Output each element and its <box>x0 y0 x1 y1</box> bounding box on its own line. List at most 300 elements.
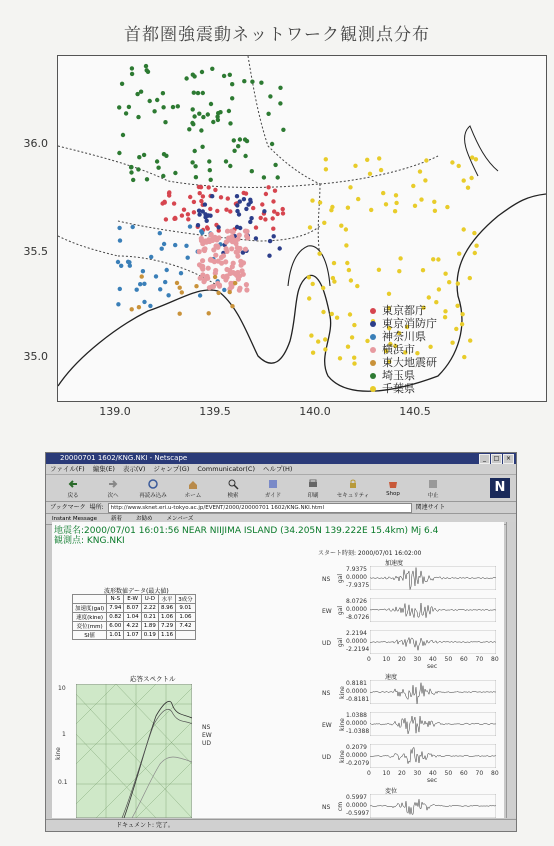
spectrum-y-tick: 1 <box>62 731 66 738</box>
guide-button[interactable] <box>256 475 290 501</box>
station-dot <box>192 114 196 118</box>
station-dot <box>142 300 146 304</box>
menu-view[interactable]: 表示(V) <box>122 465 146 473</box>
station-dot <box>196 91 200 95</box>
station-dot <box>180 290 184 294</box>
map-title: 首都圏強震動ネットワーク観測点分布 <box>124 25 430 45</box>
station-dot <box>468 276 472 280</box>
station-dot <box>368 172 372 176</box>
station-dot <box>411 184 415 188</box>
response-spectrum-plot <box>76 684 192 818</box>
station-dot <box>121 133 125 137</box>
reload-label: 再読み込み <box>139 493 167 499</box>
time-tick: 30 <box>413 770 422 777</box>
station-dot <box>432 200 436 204</box>
station-dot <box>348 185 352 189</box>
station-dot <box>219 195 223 199</box>
amplitude-tick: 7.9375 <box>346 566 367 573</box>
stop-label: 中止 <box>427 493 439 499</box>
station-dot <box>216 235 221 240</box>
reload-button[interactable] <box>136 475 170 501</box>
prefecture-boundary <box>58 236 118 256</box>
station-dot <box>213 253 218 258</box>
lock-icon <box>347 478 359 490</box>
home-button[interactable] <box>176 475 210 501</box>
station-dot <box>221 253 226 258</box>
y-tick-label: 35.5 <box>23 245 48 258</box>
station-dot <box>260 202 264 206</box>
station-dot <box>278 246 282 250</box>
station-dot <box>393 209 397 213</box>
station-dot <box>196 223 200 227</box>
station-dot <box>243 154 247 158</box>
menu-edit[interactable]: 編集(E) <box>92 465 115 473</box>
stop-button[interactable] <box>416 475 450 501</box>
station-dot <box>321 286 325 290</box>
search-label: 検索 <box>227 493 239 499</box>
station-dot <box>222 74 226 78</box>
station-dot <box>455 304 459 308</box>
map-canvas <box>58 56 546 401</box>
station-dot <box>127 105 131 109</box>
legend-label: 埼玉県 <box>382 369 415 382</box>
forward-button[interactable] <box>96 475 130 501</box>
stop-icon <box>427 478 439 490</box>
station-dot <box>468 338 472 342</box>
table-header <box>73 595 107 604</box>
waveform-trace <box>370 794 496 818</box>
station-dot <box>474 157 478 161</box>
station-dot <box>182 208 186 212</box>
table-row <box>73 613 196 622</box>
recommended-link[interactable]: お勧め <box>136 516 153 522</box>
station-dot <box>208 207 212 211</box>
station-dot <box>180 213 184 217</box>
forward-label: 次へ <box>107 493 119 499</box>
station-dot <box>162 242 166 246</box>
station-dot <box>397 269 401 273</box>
unit-label: kine <box>338 686 346 699</box>
print-button[interactable] <box>296 475 330 501</box>
vertical-scrollbar[interactable] <box>506 522 516 818</box>
amplitude-tick: 2.2194 <box>346 630 367 637</box>
station-dot <box>271 199 275 203</box>
back-arrow-icon <box>67 478 79 490</box>
station-dot <box>192 91 196 95</box>
station-dot <box>421 268 425 272</box>
location-bar <box>46 502 516 514</box>
station-dot <box>424 158 428 162</box>
time-axis-label: sec <box>427 777 438 784</box>
waveform-line <box>370 638 496 651</box>
station-dot <box>227 109 231 113</box>
start-time: スタート時刻: 2000/07/01 16:02:00 <box>318 550 422 557</box>
table-header-row <box>73 595 196 604</box>
station-dot <box>160 247 164 251</box>
station-dot <box>271 216 275 220</box>
legend-label: 千葉県 <box>382 382 415 395</box>
station-dot <box>353 164 357 168</box>
station-dot <box>345 261 349 265</box>
station-dot <box>130 72 134 76</box>
station-dot <box>204 240 209 245</box>
station-dot <box>186 217 190 221</box>
station-dot <box>338 356 342 360</box>
unit-label: gal <box>337 637 345 648</box>
station-dot <box>186 256 190 260</box>
table-cell: 9.01 <box>176 604 196 613</box>
table-cell: 2.22 <box>141 604 158 613</box>
station-dot <box>190 121 194 125</box>
station-dot <box>207 185 211 189</box>
menu-file[interactable]: ファイル(F) <box>50 465 85 473</box>
station-dot <box>186 212 190 216</box>
station-dot <box>413 204 417 208</box>
station-dot <box>131 178 135 182</box>
station-dot <box>226 196 230 200</box>
station-dot <box>235 254 240 259</box>
station-dot <box>164 217 168 221</box>
event-heading: 地震名:2000/07/01 16:01:56 NEAR NIIJIMA ISLAND (34.205N 139.222E 15.4km) Mj 6.4 <box>54 526 439 536</box>
station-dot <box>203 202 207 206</box>
station-dot <box>193 164 197 168</box>
table-cell: 0.19 <box>141 631 158 640</box>
back-button[interactable] <box>56 475 90 501</box>
station-dot <box>213 268 218 273</box>
station-dot <box>243 247 248 252</box>
component-label: EW <box>322 722 332 729</box>
amplitude-tick: 0.0000 <box>346 802 367 809</box>
station-dot <box>235 194 239 198</box>
amplitude-tick: 1.0388 <box>346 712 367 719</box>
table-header: U-D <box>141 595 158 604</box>
waveform-trace <box>370 744 496 768</box>
time-tick: 60 <box>460 770 468 777</box>
station-dot <box>271 227 275 231</box>
component-label: NS <box>322 690 331 697</box>
menu-communicator[interactable]: Communicator(C) <box>197 465 255 473</box>
time-tick: 40 <box>429 656 437 663</box>
station-dot <box>259 216 263 220</box>
menu-bar <box>46 464 516 475</box>
station-dot <box>172 201 176 205</box>
menu-go[interactable]: ジャンプ(G) <box>153 465 190 473</box>
station-dot <box>140 274 144 278</box>
station-dot <box>243 137 247 141</box>
printer-icon <box>307 478 319 490</box>
station-dot <box>381 191 385 195</box>
station-dot <box>266 185 270 189</box>
station-dot <box>238 137 242 141</box>
station-dot <box>124 111 128 115</box>
station-dot <box>270 142 274 146</box>
time-tick: 80 <box>491 656 499 663</box>
waveform-line <box>370 748 496 764</box>
time-tick: 70 <box>475 770 484 777</box>
shop-icon <box>387 478 399 490</box>
station-dot <box>116 260 120 264</box>
amplitude-tick: -0.5997 <box>346 810 370 817</box>
related-sites-button[interactable]: 関連サイト <box>415 504 446 511</box>
waveform-line <box>370 568 496 590</box>
legend-dot <box>370 373 376 379</box>
station-dot <box>224 239 229 244</box>
station-dot <box>394 193 398 197</box>
station-dot <box>262 209 266 213</box>
prefecture-boundary <box>318 184 320 256</box>
station-dot <box>466 186 470 190</box>
station-dot <box>244 233 249 238</box>
legend-label: 東京消防庁 <box>382 317 437 330</box>
unit-label: gal <box>337 605 345 616</box>
station-dot <box>460 312 464 316</box>
station-dot <box>232 138 236 142</box>
station-dot <box>242 79 246 83</box>
table-cell: 1.01 <box>107 631 124 640</box>
table-cell: 変位(mm) <box>73 622 107 631</box>
station-dot <box>173 243 177 247</box>
station-dot <box>307 296 311 300</box>
status-text: ドキュメント: 完了。 <box>116 822 174 829</box>
station-dot <box>275 212 279 216</box>
spectrum-legend-ns: NS <box>202 724 211 731</box>
station-dot <box>244 191 248 195</box>
table-title: 波形数値データ(最大値) <box>104 588 169 595</box>
station-dot <box>129 170 133 174</box>
station-dot <box>118 238 122 242</box>
station-dot <box>268 239 272 243</box>
waveform-trace <box>370 566 496 590</box>
location-label: 場所: <box>89 504 104 511</box>
disp-title: 変位 <box>385 788 398 795</box>
station-dot <box>155 159 159 163</box>
waveform-frame <box>370 794 496 818</box>
search-button[interactable] <box>216 475 250 501</box>
table-cell: 加速度(gal) <box>73 604 107 613</box>
station-dot <box>235 209 239 213</box>
station-dot <box>244 207 248 211</box>
amplitude-tick: 0.5997 <box>346 794 367 801</box>
station-dot <box>224 159 228 163</box>
station-dot <box>346 206 350 210</box>
station-dot <box>126 260 130 264</box>
station-dot <box>207 159 211 163</box>
x-tick-label: 140.5 <box>399 405 431 418</box>
station-dot <box>215 209 219 213</box>
minimize-button[interactable]: _ <box>479 454 490 464</box>
station-dot <box>238 259 243 264</box>
station-dot <box>192 210 196 214</box>
station-dot <box>197 209 201 213</box>
unit-label: gal <box>337 573 345 584</box>
station-dot <box>330 205 334 209</box>
station-dot <box>131 225 135 229</box>
station-dot <box>156 166 160 170</box>
station-dot <box>346 345 350 349</box>
forward-arrow-icon <box>107 478 119 490</box>
station-dot <box>158 287 162 291</box>
station-dot <box>347 268 351 272</box>
station-dot <box>259 81 263 85</box>
station-dot <box>433 209 437 213</box>
station-dot <box>228 164 232 168</box>
station-dot <box>447 280 451 284</box>
maximize-button[interactable]: □ <box>491 454 502 464</box>
station-dot <box>207 311 211 315</box>
station-dot <box>344 243 348 247</box>
station-dot <box>178 286 182 290</box>
station-dot <box>238 199 242 203</box>
station-dot <box>474 244 478 248</box>
station-dot <box>148 304 152 308</box>
station-dot <box>377 268 381 272</box>
station-dot <box>149 255 153 259</box>
station-dot <box>418 169 422 173</box>
station-dot <box>266 112 270 116</box>
page-content <box>52 522 504 818</box>
station-dot <box>278 86 282 90</box>
station-dot <box>254 225 258 229</box>
status-bar <box>46 819 516 831</box>
station-dot <box>184 76 188 80</box>
table-cell: 1.04 <box>124 613 141 622</box>
station-dot <box>250 80 254 84</box>
station-dot <box>230 304 234 308</box>
station-dot <box>352 356 356 360</box>
station-dot <box>237 233 242 238</box>
station-dot <box>276 175 280 179</box>
station-dot <box>210 194 214 198</box>
station-dot <box>460 322 464 326</box>
station-dot <box>209 102 213 106</box>
station-dot <box>118 287 122 291</box>
security-button[interactable] <box>336 475 370 501</box>
amplitude-tick: -2.2194 <box>346 646 370 653</box>
map-legend <box>370 304 437 395</box>
legend-dot <box>370 308 376 314</box>
table-cell: 7.42 <box>176 622 196 631</box>
url-field[interactable]: http://www.sknet.eri.u-tokyo.ac.jp/EVENT/2000/20000701 1602/KNG.NKI.html <box>108 503 412 513</box>
station-dot <box>163 120 167 124</box>
lake-outline <box>465 126 498 176</box>
station-dot <box>250 169 254 173</box>
station-dot <box>200 70 204 74</box>
station-dot <box>231 261 236 266</box>
component-label: NS <box>322 804 331 811</box>
new-link[interactable]: 新着 <box>111 516 123 522</box>
accel-title: 加速度 <box>385 560 404 567</box>
vel-title: 速度 <box>385 674 398 681</box>
station-dot <box>194 175 198 179</box>
station-dot <box>175 281 179 285</box>
station-dot <box>235 225 239 229</box>
members-link[interactable]: メンバーズ <box>166 516 194 522</box>
station-dot <box>144 64 148 68</box>
station-dot <box>369 208 373 212</box>
table-cell: 6.00 <box>107 622 124 631</box>
component-label: EW <box>322 608 332 615</box>
station-dot <box>161 174 165 178</box>
legend-dot <box>370 321 376 327</box>
station-dot <box>216 118 220 122</box>
station-dot <box>178 312 182 316</box>
station-dot <box>230 82 234 86</box>
table-cell: 0.82 <box>107 613 124 622</box>
station-dot <box>162 152 166 156</box>
station-dot <box>130 66 134 70</box>
station-dot <box>251 206 255 210</box>
waveform-trace <box>370 680 496 704</box>
station-dot <box>272 234 276 238</box>
station-dot <box>311 282 315 286</box>
station-dot <box>462 178 466 182</box>
station-dot <box>317 252 321 256</box>
station-dot <box>192 200 196 204</box>
legend-item <box>370 317 437 330</box>
window-title-bar[interactable] <box>46 453 516 464</box>
y-tick-label: 36.0 <box>23 137 48 150</box>
table-cell: 4.22 <box>124 622 141 631</box>
time-tick: 50 <box>444 656 453 663</box>
station-dot <box>199 185 203 189</box>
station-dot <box>443 315 447 319</box>
station-dot <box>201 91 205 95</box>
window-title: 20000701 1602/KNG.NKI - Netscape <box>60 454 188 462</box>
shop-button[interactable] <box>376 475 410 501</box>
station-dot <box>472 231 476 235</box>
station-dot <box>273 189 277 193</box>
station-dot <box>254 236 258 240</box>
legend-dot <box>370 386 376 392</box>
station-dot <box>244 287 249 292</box>
station-dot <box>136 167 140 171</box>
station-dot <box>473 251 477 255</box>
bay-coast <box>288 246 330 286</box>
station-dot <box>200 258 205 263</box>
station-dot <box>190 160 194 164</box>
station-dot <box>323 337 327 341</box>
station-dot <box>129 165 133 169</box>
station-dot <box>332 261 336 265</box>
station-dot <box>152 109 156 113</box>
station-dot <box>246 202 250 206</box>
station-dot <box>209 178 213 182</box>
station-dot <box>273 163 277 167</box>
table-cell: 1.06 <box>176 613 196 622</box>
table-cell: 1.07 <box>124 631 141 640</box>
table-cell: 8.96 <box>158 604 175 613</box>
station-dot <box>208 168 212 172</box>
table-header: 3成分 <box>176 595 196 604</box>
station-dot <box>355 284 359 288</box>
time-tick: 40 <box>429 770 437 777</box>
station-heading: 観測点: KNG.NKI <box>54 536 125 546</box>
table-cell: 速度(kine) <box>73 613 107 622</box>
instant-message-link[interactable]: Instant Message <box>52 516 97 522</box>
station-dot <box>188 195 192 199</box>
time-tick: 0 <box>367 656 371 663</box>
bookmark-button[interactable]: ブックマーク <box>50 504 86 511</box>
station-dot <box>141 269 145 273</box>
table-cell: 8.07 <box>124 604 141 613</box>
station-dot <box>191 73 195 77</box>
station-dot <box>229 284 234 289</box>
waveform-line <box>370 716 496 734</box>
close-button[interactable]: × <box>503 454 514 464</box>
menu-help[interactable]: ヘルプ(H) <box>262 465 293 473</box>
station-dot <box>217 284 222 289</box>
station-dot <box>268 94 272 98</box>
